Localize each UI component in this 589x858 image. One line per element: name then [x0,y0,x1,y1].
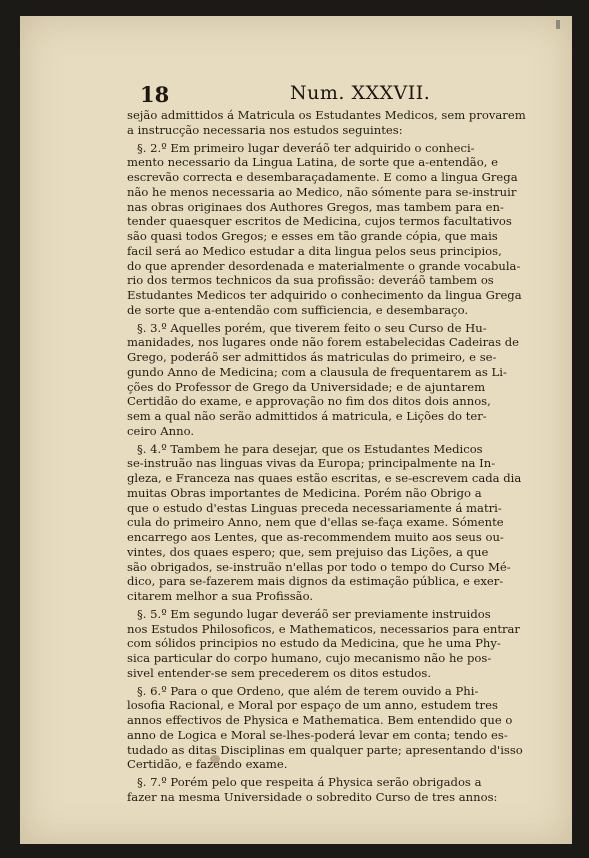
text-line: §. 3.º Aquelles porém, que tiverem feito o seu Curso de Hu- [137,320,487,335]
text-line: não he menos necessaria ao Medico, não sómente para se-instruir [127,184,517,199]
text-line: sejão admittidos á Matricula os Estudantes Medicos, sem provarem [127,108,526,122]
paragraph [127,607,531,681]
text-line: tender quaesquer escritos de Medicina, cujos termos facultativos [127,214,512,229]
text-line: dico, para se-fazerem mais dignos da estimação pública, e exer- [127,574,504,589]
body-text [127,108,531,805]
text-line: Certidão do exame, e approvação no fim dos ditos dois annos, [127,394,491,409]
text-line: vintes, dos quaes espero; que, sem prejuiso das Lições, a que [127,544,489,559]
text-line: de sorte que a-entendão com sufficiencia, e desembaraço. [127,302,469,317]
text-line: ceiro Anno. [127,423,195,438]
text-line: §. 4.º Tambem he para desejar, que os Estudantes Medicos [137,441,483,456]
paragraph [127,684,531,773]
text-line: gleza, e Franceza nas quaes estão escritas, e se-escrevem cada dia [127,471,522,485]
page-corner-mark [556,20,560,29]
text-line: citarem melhor a sua Profissão. [127,589,314,603]
text-line: §. 5.º Em segundo lugar deveráõ ser previamente instruidos [137,606,491,621]
text-line: muitas Obras importantes de Medicina. Porém não Obrigo a [127,485,482,500]
paragraph [127,141,531,318]
text-line: sica particular do corpo humano, cujo mecanismo não he pos- [127,651,492,665]
text-line: Certidão, e fazendo exame. [127,757,288,772]
text-line: losofia Racional, e Moral por espaço de um anno, estudem tres [127,698,498,713]
text-line: mento necessario da Lingua Latina, de sorte que a-entendão, e [127,155,498,170]
text-line: manidades, nos lugares onde não forem estabelecidas Cadeiras de [127,335,520,350]
text-line: se-instruão nas linguas vivas da Europa; principalmente na In- [127,456,496,471]
text-line: facil será ao Medico estudar a dita lingua pelos seus principios, [127,243,502,258]
text-line: nas obras originaes dos Authores Gregos, mas tambem para en- [127,199,504,214]
text-line: Estudantes Medicos ter adquirido o conhecimento da lingua Grega [127,288,522,302]
text-line: rio dos termos technicos da sua profissão: deveráõ tambem os [127,273,494,288]
text-line: nos Estudos Philosoficos, e Mathematicos, necessarios para entrar [127,621,520,636]
text-line: Grego, poderáõ ser admittidos ás matriculas do primeiro, e se- [127,350,497,364]
text-line: escrevão correcta e desembaraçadamente. E como a lingua Grega [127,170,518,184]
paragraph [127,775,531,805]
text-line: sem a qual não serão admittidos á matricula, e Lições do ter- [127,409,487,423]
text-line: que o estudo d'estas Linguas preceda necessariamente á matri- [127,500,502,515]
text-line: sivel entender-se sem precederem os ditos estudos. [127,665,432,680]
text-line: anno de Logica e Moral se-lhes-poderá levar em conta; tendo es- [127,727,508,742]
text-line: §. 6.º Para o que Ordeno, que além de terem ouvido a Phi- [137,683,479,698]
text-line: a instrucção necessaria nos estudos seguintes: [127,122,403,137]
text-line: com sólidos principios no estudo da Medicina, que he uma Phy- [127,636,501,651]
text-line: ções do Professor de Grego da Universidade; e de ajuntarem [127,379,486,394]
text-line: §. 2.º Em primeiro lugar deveráõ ter adquirido o conheci- [137,140,475,155]
running-title: Num. XXXVII. [290,82,431,104]
text-line: são obrigados, se-instruão n'ellas por todo o tempo do Curso Mé- [127,559,511,574]
text-line: são quasi todos Gregos; e esses em tão grande cópia, que mais [127,229,498,243]
text-line: cula do primeiro Anno, nem que d'ellas se-faça exame. Sómente [127,515,504,530]
text-line: tudado as ditas Disciplinas em qualquer parte; apresentando d'isso [127,742,523,757]
text-line: do que aprender desordenada e materialmente o grande vocabula- [127,258,521,273]
text-line: encarrego aos Lentes, que as-recommendem muito aos seus ou- [127,530,504,544]
paragraph [127,108,531,138]
paragraph [127,321,531,439]
paragraph [127,442,531,604]
page-number: 18 [140,82,170,107]
text-line: fazer na mesma Universidade o sobredito Curso de tres annos: [127,789,498,804]
ink-stain [210,755,220,763]
text-line: §. 7.º Porém pelo que respeita á Physica serão obrigados a [137,775,482,789]
text-line: annos effectivos de Physica e Mathematica. Bem entendido que o [127,713,513,727]
text-line: gundo Anno de Medicina; com a clausula de frequentarem as Li- [127,364,507,379]
